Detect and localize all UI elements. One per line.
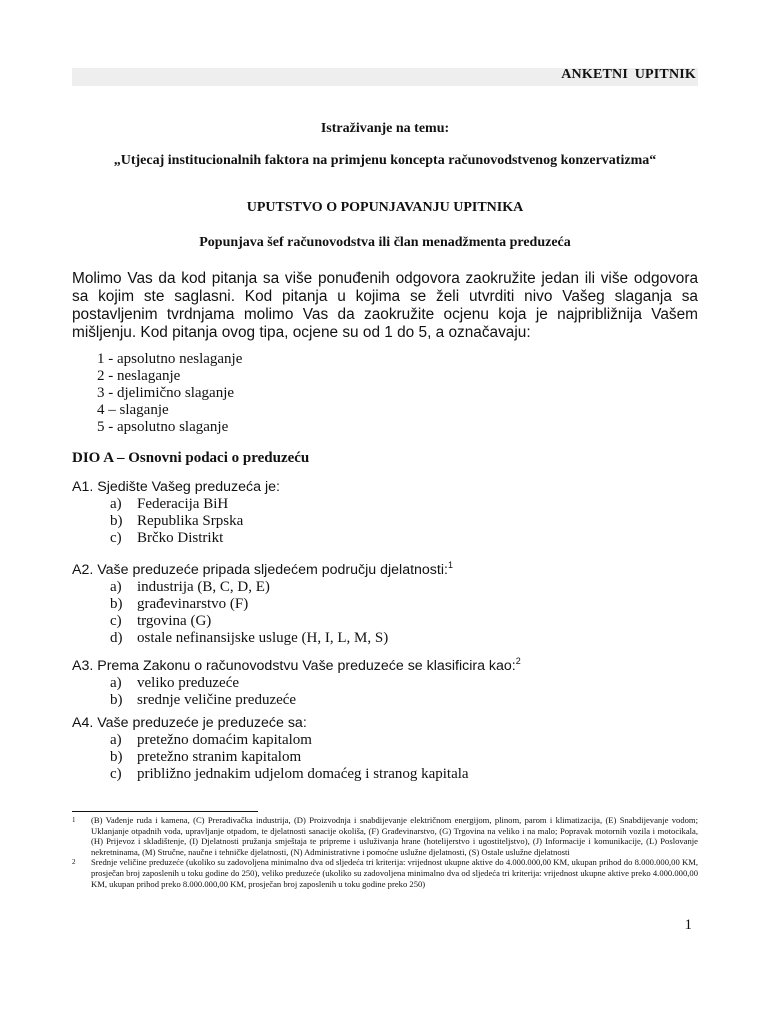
- rating-scale: [97, 351, 242, 436]
- option-letter: c): [110, 530, 122, 546]
- footnote-divider: [72, 811, 258, 812]
- footnote: [72, 857, 698, 889]
- option-letter: d): [110, 630, 123, 646]
- footnote-text: (B) Vađenje ruda i kamena, (C) Prerađivačka industrija, (D) Proizvodnja i snabdijevanje električnom energijom, plinom, parom i klimatizacija, (E) Snabdijevanje vodom; Uklanjanje otpadnih voda, upravljanje otpadom, te djelatnosti sanacije okoliša, (F) Građevinarstvo, (G) Trgovina na veliko i na malo; Popravak motornih vozila i motocikala, (H) Prijevoz i skladištenje, (I) Djelatnosti pružanja smještaja te pripreme i usluživanja hrane (hotelijerstvo i ugostiteljstvo), (J) Informacije i komunikacije, (L) Poslovanje nekretninama, (M) Stručne, naučne i tehničke djelatnosti, (N) Administrativne i pomoćne uslužne djelatnosti, (S) Ostale uslužne djelatnosti: [91, 815, 698, 857]
- answer-option[interactable]: [110, 596, 453, 613]
- option-letter: b): [110, 692, 123, 708]
- question-a4: [72, 715, 469, 783]
- research-topic: „Utjecaj institucionalnih faktora na primjenu koncepta računovodstvenog konzervatizma“: [113, 153, 657, 168]
- question-stem: A4. Vaše preduzeće je preduzeće sa:: [72, 715, 307, 731]
- section-a-title: DIO A – Osnovni podaci o preduzeću: [72, 450, 310, 466]
- option-letter: a): [110, 732, 122, 748]
- instructions-title: UPUTSTVO O POPUNJAVANJU UPITNIKA: [246, 200, 524, 215]
- answer-option[interactable]: [110, 732, 469, 749]
- footnote-ref[interactable]: 1: [447, 560, 453, 570]
- option-text: ostale nefinansijske usluge (H, I, L, M, S): [137, 630, 389, 646]
- option-text: veliko preduzeće: [137, 675, 240, 691]
- answer-option[interactable]: [110, 513, 280, 530]
- scale-item: 4 – slaganje: [97, 402, 169, 418]
- footnote-number: 1: [72, 816, 76, 824]
- question-a2: [72, 557, 453, 647]
- option-text: pretežno domaćim kapitalom: [137, 732, 312, 748]
- answer-option[interactable]: [110, 530, 280, 547]
- option-letter: a): [110, 675, 122, 691]
- option-text: građevinarstvo (F): [137, 596, 249, 612]
- instructions-subtitle: Popunjava šef računovodstva ili član menadžmenta preduzeća: [199, 235, 571, 250]
- option-text: Federacija BiH: [137, 496, 229, 512]
- option-letter: c): [110, 766, 122, 782]
- footnote: [72, 815, 698, 857]
- answer-option[interactable]: [110, 496, 280, 513]
- option-letter: b): [110, 513, 123, 529]
- option-letter: a): [110, 496, 122, 512]
- answer-option[interactable]: [110, 613, 453, 630]
- scale-item: 1 - apsolutno neslaganje: [97, 351, 243, 367]
- option-text: pretežno stranim kapitalom: [137, 749, 302, 765]
- option-letter: a): [110, 579, 122, 595]
- scale-item: 2 - neslaganje: [97, 368, 181, 384]
- research-label: Istraživanje na temu:: [320, 121, 450, 136]
- document-title: ANKETNI UPITNIK: [561, 67, 696, 82]
- footnote-text: Srednje veličine preduzeće (ukoliko su zadovoljena minimalno dva od sljedeća tri kriterija: vrijednost ukupne aktive do 4.000.000,00 KM, ukupan prihod do 8.000.000,00 KM, prosječan broj zaposlenih u toku godine do 250), veliko preduzeće (ukoliko su zadovoljena minimalno dva od sljedeća tri kriterija: vrijednost ukupne aktive preko 4.000.000,00 KM, ukupan prihod preko 8.000.000,00 KM, prosječan broj zaposlenih u toku godine preko 250): [91, 857, 698, 889]
- answer-option[interactable]: [110, 630, 453, 647]
- scale-item: 3 - djelimično slaganje: [97, 385, 235, 401]
- option-text: srednje veličine preduzeće: [137, 692, 297, 708]
- answer-option[interactable]: [110, 749, 469, 766]
- option-text: industrija (B, C, D, E): [137, 579, 270, 595]
- option-letter: c): [110, 613, 122, 629]
- question-a1: [72, 479, 280, 547]
- instructions-intro: Molimo Vas da kod pitanja sa više ponuđenih odgovora zaokružite jedan ili više odgovora sa kojim ste saglasni. Kod pitanja u kojima se želi utvrditi nivo Vašeg slaganja sa postavljenim tvrdnjama molimo Vas da zaokružite ocjenu koja je najpribližnija Vašem mišljenju. Kod pitanja ovog tipa, ocjene su od 1 do 5, a označavaju:: [72, 270, 698, 341]
- answer-option[interactable]: [110, 766, 469, 783]
- answer-option[interactable]: [110, 579, 453, 596]
- option-text: približno jednakim udjelom domaćeg i stranog kapitala: [137, 766, 469, 782]
- option-text: Brčko Distrikt: [137, 530, 224, 546]
- option-letter: b): [110, 749, 123, 765]
- answer-option[interactable]: [110, 692, 521, 709]
- question-stem: A2. Vaše preduzeće pripada sljedećem području djelatnosti:: [72, 562, 448, 578]
- answer-option[interactable]: [110, 675, 521, 692]
- question-a3: [72, 653, 521, 709]
- option-text: Republika Srpska: [137, 513, 244, 529]
- footnote-number: 2: [72, 858, 76, 867]
- scale-item: 5 - apsolutno slaganje: [97, 419, 229, 435]
- option-text: trgovina (G): [137, 613, 212, 629]
- page-number: 1: [684, 917, 692, 933]
- footnote-ref[interactable]: 2: [515, 656, 521, 666]
- option-letter: b): [110, 596, 123, 612]
- footnotes: [72, 815, 698, 889]
- question-stem: A1. Sjedište Vašeg preduzeća je:: [72, 479, 280, 495]
- question-stem: A3. Prema Zakonu o računovodstvu Vaše preduzeće se klasificira kao:: [72, 658, 516, 674]
